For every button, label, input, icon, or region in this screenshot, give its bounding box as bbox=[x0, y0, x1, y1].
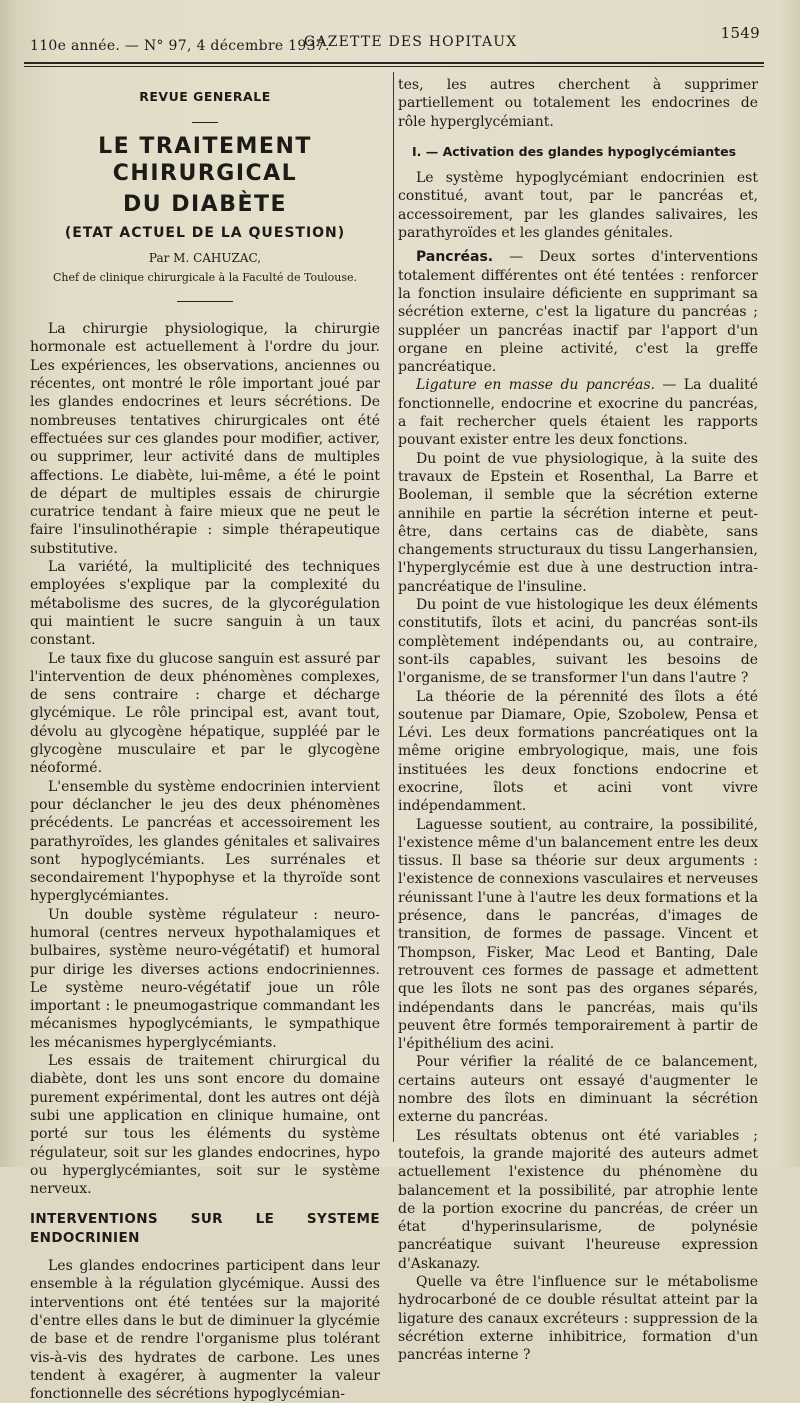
paragraph: Le taux fixe du glucose sanguin est assuré par l'intervention de deux phénomènes complexes, de sens contraire : charge et décharge glycémique. Le rôle principal est, avant tout, dévolu au glycogène hépatique, suppléé par le glycogène musculaire et par le glycogène néoformé. bbox=[30, 650, 380, 777]
title-rule bbox=[177, 301, 233, 302]
article-subtitle: (ETAT ACTUEL DE LA QUESTION) bbox=[64, 225, 346, 242]
paragraph: Pour vérifier la réalité de ce balancement, certains auteurs ont essayé d'augmenter le nombre des îlots en diminuant la sécrétion externe du pancréas. bbox=[398, 1054, 758, 1126]
italic-heading: Ligature en masse du pancréas. bbox=[416, 377, 655, 394]
paragraph: L'ensemble du système endocrinien intervient pour déclancher le jeu des deux phénomènes précédents. Le pancréas et accessoirement les parathyroïdes, les glandes génitales et salivaires sont hypoglycémiants. Les surrénales et secondairement l'hypophyse et la thyroïde sont hyperglycémiantes. bbox=[30, 778, 380, 905]
paragraph: La chirurgie physiologique, la chirurgie hormonale est actuellement à l'ordre du jour. Les expériences, les observations, anciennes ou récentes, ont montré le rôle important joué par les glandes endocrines et leurs sécrétions. De nombreuses tentatives chirurgicales ont été effectuées sur ces glandes pour modifier, activer, ou supprimer, leur activité dans de multiples affections. Le diabète, lui-même, a été le point de départ de multiples essais de chirurgie curatrice tendant à faire mieux que ne peut le faire l'insulinothérapie : simple thérapeutique substitutive. bbox=[30, 321, 380, 557]
subsection-heading: I. — Activation des glandes hypoglycémiantes bbox=[412, 143, 737, 159]
runin-heading: Pancréas. bbox=[416, 249, 494, 266]
paragraph: Les glandes endocrines participent dans leur ensemble à la régulation glycémique. Aussi des interventions ont été tentées sur la majorité d'entre elles dans le but de diminuer la glycémie de base et de rendre l'organisme plus tolérant vis-à-vis des hydrates de carbone. Les unes tendent à exagérer, à augmenter la valeur fonctionnelle des sécrétions hypoglycémian- bbox=[30, 1258, 380, 1403]
author-role: Chef de clinique chirurgicale à la Faculté de Toulouse. bbox=[52, 270, 358, 284]
left-column bbox=[30, 82, 380, 1403]
paragraph: Les résultats obtenus ont été variables ; toutefois, la grande majorité des auteurs admet actuellement l'existence du phénomène du balancement et la possibilité, par atrophie lente de la portion exocrine du pancréas, de créer un état d'hyperinsularisme, de polynésie pancréatique suivant l'heureuse expression d'Askanazy. bbox=[398, 1127, 758, 1272]
issue-info: 110e année. — N° 97, 4 décembre 1937. bbox=[30, 38, 330, 54]
paragraph: La théorie de la pérennité des îlots a été soutenue par Diamare, Opie, Szobolew, Pensa et Lévi. Les deux formations pancréatiques ont la même origine embryologique, mais, une fois instituées les deux fonctions endocrine et exocrine, îlots et acini vont vivre indépendamment. bbox=[398, 688, 758, 815]
italic-text: — La dualité fonctionnelle, endocrine et exocrine du pancréas, a fait rechercher quels étaient les rapports pouvant exister entre les deux fonctions. bbox=[398, 377, 759, 449]
short-rule bbox=[192, 122, 218, 123]
paragraph: Laguesse soutient, au contraire, la possibilité, l'existence même d'un balancement entre les deux tissus. Il base sa théorie sur deux arguments : l'existence de connexions vasculaires et nerveuses réunissant l'une à l'autre les deux formations et la présence, dans le pancréas, d'images de transition, de formes de passage. Vincent et Thompson, Fisker, Mac Leod et Banting, Dale retrouvent ces formes de passage et admettent que les îlots ne sont pas des organes séparés, indépendants dans le pancréas, mais qu'ils peuvent être formés temporairement à partir de l'épithélium des acini. bbox=[398, 816, 758, 1053]
paragraph: Un double système régulateur : neuro-humoral (centres nerveux hypothalamiques et bulbaires, système neuro-végétatif) et humoral pur dirige les diverses actions endocriniennes. Le système neuro-végétatif joue un rôle important : le pneumogastrique commandant les mécanismes hypoglycémiants, le sympathique les mécanismes hyperglycémiants. bbox=[30, 906, 380, 1051]
paragraph-continued: tes, les autres cherchent à supprimer partiellement ou totalement les endocrines de rôle hyperglycémiant. bbox=[398, 77, 758, 130]
runin-text: — Deux sortes d'interventions totalement différentes ont été tentées : renforcer la fonction insulaire déficiente en supprimant sa sécrétion externe, c'est la ligature du pancréas ; suppléer un pancréas inactif par l'apport d'un organe en pleine activité, c'est la greffe pancréatique. bbox=[398, 249, 758, 376]
article-title-line-1: LE TRAITEMENT CHIRURGICAL bbox=[98, 134, 312, 187]
section-label: REVUE GENERALE bbox=[139, 89, 271, 104]
paragraph: Quelle va être l'influence sur le métabolisme hydrocarboné de ce double résultat atteint par la ligature des canaux excréteurs : suppression de la sécrétion externe inhibitrice, formation d'un pancréas interne ? bbox=[398, 1274, 758, 1364]
column-divider bbox=[393, 72, 394, 1142]
journal-title: GAZETTE DES HOPITAUX bbox=[304, 34, 518, 50]
author-name: Par M. CAHUZAC, bbox=[148, 250, 262, 265]
paragraph: Du point de vue physiologique, à la suite des travaux de Epstein et Rosenthal, La Barre et Booleman, il semble que la sécrétion externe annihile en partie la sécrétion interne et peut-être, dans certains cas de diabète, sans changements structuraux du tissu Langerhansien, l'hyperglycémie est due à une destruction intra-pancréatique de l'insuline. bbox=[398, 450, 758, 595]
paragraph-ligature bbox=[398, 376, 758, 449]
section-heading: INTERVENTIONS SUR LE SYSTEME ENDOCRINIEN bbox=[30, 1211, 380, 1246]
paragraph: Du point de vue histologique les deux éléments constitutifs, îlots et acini, du pancréas sont-ils complètement indépendants ou, au contraire, sont-ils capables, suivant les besoins de l'organisme, de se transformer l'un dans l'autre ? bbox=[398, 597, 758, 687]
page-number: 1549 bbox=[720, 24, 760, 42]
paragraph: La variété, la multiplicité des techniques employées s'explique par la complexité du métabolisme des sucres, de la glycorégulation qui maintient le sucre sanguin à un taux constant. bbox=[30, 559, 380, 649]
paragraph: Le système hypoglycémiant endocrinien est constitué, avant tout, par le pancréas et, accessoirement, par les glandes salivaires, les parathyroïdes et les glandes génitales. bbox=[398, 170, 758, 242]
header-rule-thin bbox=[24, 66, 764, 67]
article-title-line-2: DU DIABÈTE bbox=[122, 192, 288, 218]
right-column bbox=[398, 76, 758, 1364]
paragraph: Les essais de traitement chirurgical du diabète, dont les uns sont encore du domaine purement expérimental, dont les autres ont déjà subi une application en clinique humaine, ont porté sur tous les éléments du système régulateur, soit sur les glandes endocrines, hypo ou hyperglycémiantes, soit sur le système nerveux. bbox=[30, 1053, 380, 1198]
header-rule bbox=[24, 62, 764, 64]
running-header bbox=[30, 24, 760, 58]
paragraph-pancreas bbox=[398, 248, 758, 376]
